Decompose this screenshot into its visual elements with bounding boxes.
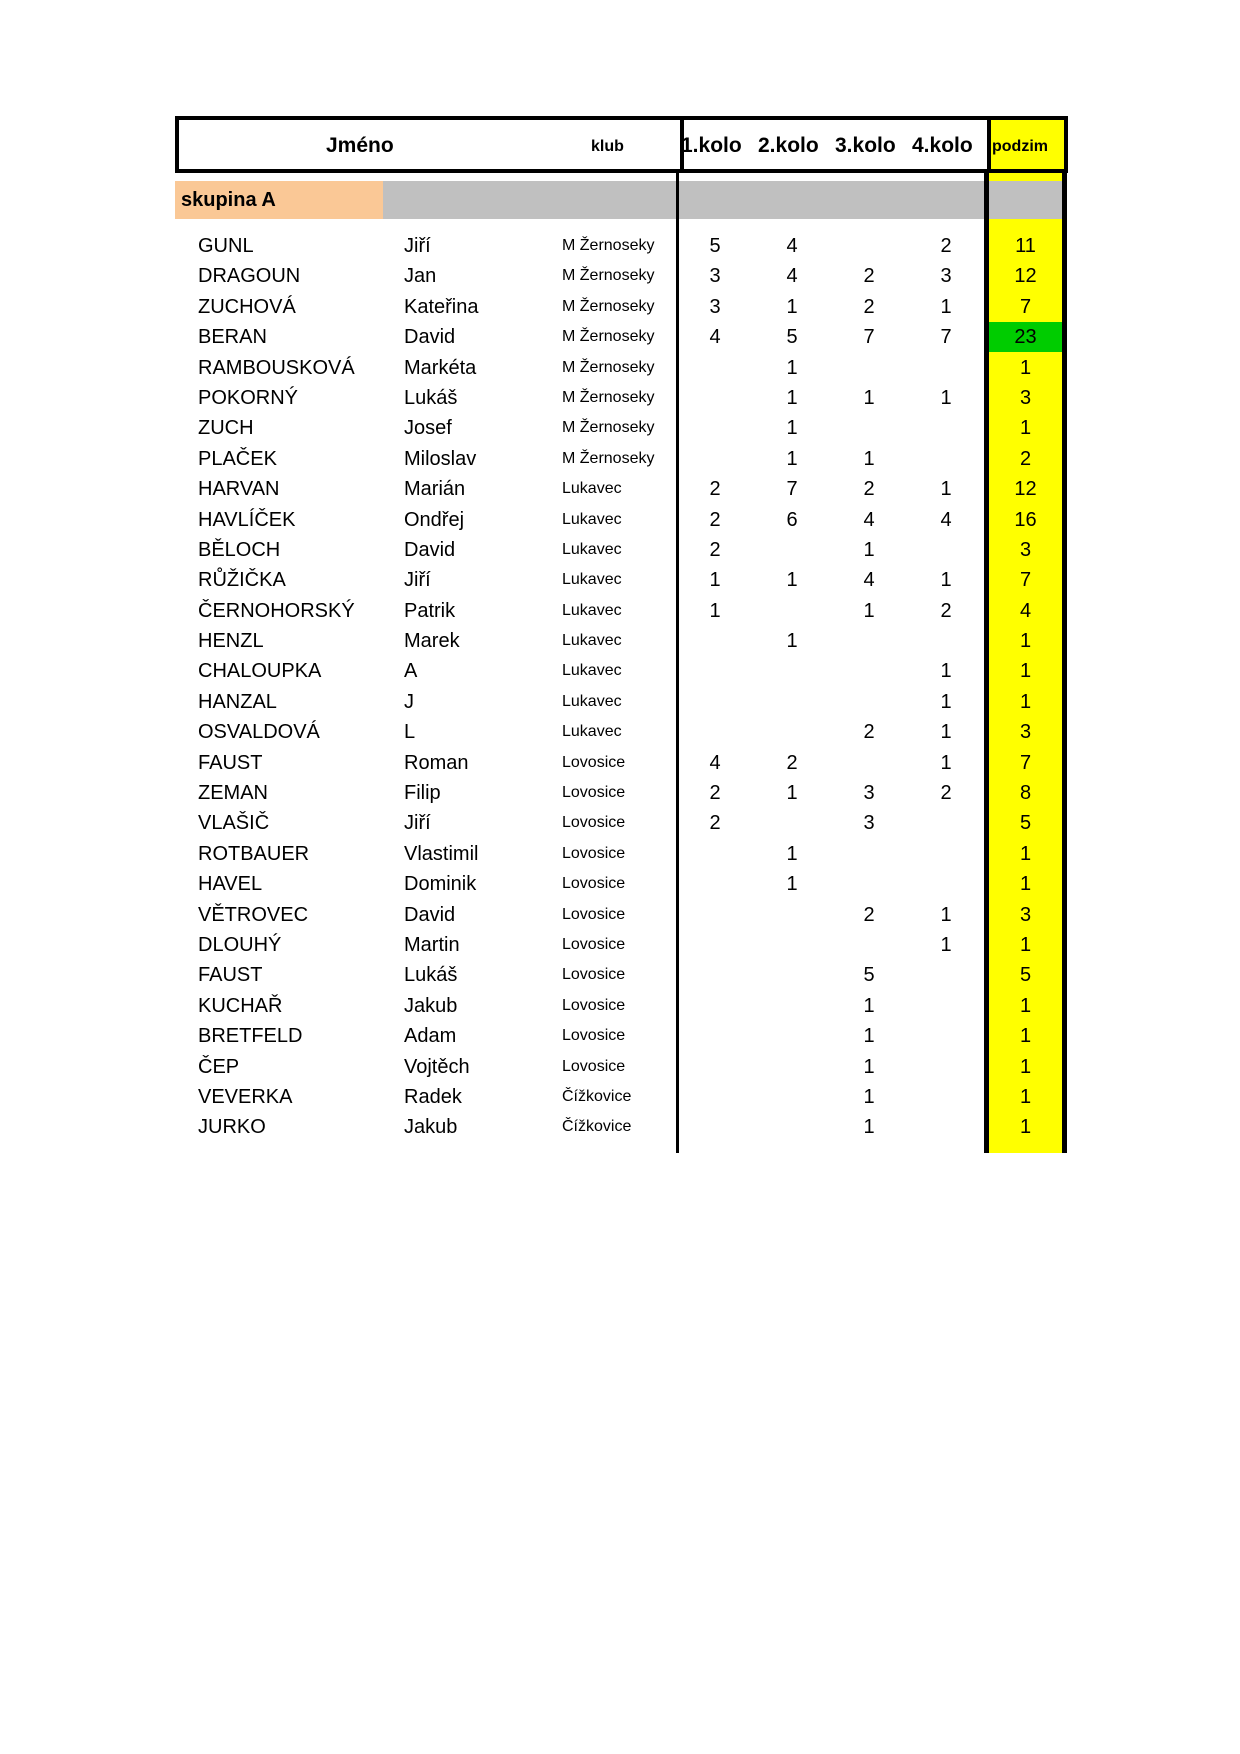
- player-club: Lovosice: [562, 844, 626, 862]
- header-kolo-1: 1.kolo: [681, 134, 742, 157]
- kolo-1-score: 2: [709, 508, 721, 531]
- kolo-3-score: 4: [863, 508, 875, 531]
- player-club: Lukavec: [562, 723, 622, 741]
- table-row: [0, 778, 1240, 808]
- player-surname: FAUST: [198, 964, 263, 987]
- player-surname: JURKO: [198, 1116, 266, 1139]
- player-surname: POKORNÝ: [198, 386, 299, 409]
- kolo-3-score: 3: [863, 812, 875, 835]
- table-row: [0, 717, 1240, 747]
- kolo-2-score: 1: [786, 630, 798, 653]
- header-klub: klub: [591, 138, 624, 155]
- kolo-2-score: 1: [786, 873, 798, 896]
- player-surname: FAUST: [198, 751, 263, 774]
- player-surname: DRAGOUN: [198, 265, 301, 288]
- table-row: [0, 535, 1240, 565]
- player-club: Lovosice: [562, 905, 626, 923]
- header-kolo-4: 4.kolo: [912, 134, 973, 157]
- kolo-3-score: 3: [863, 782, 875, 805]
- table-row: [0, 231, 1240, 261]
- player-name: Jiří: [404, 569, 431, 592]
- kolo-3-score: 1: [863, 447, 875, 470]
- table-row: [0, 596, 1240, 626]
- kolo-3-score: 7: [863, 326, 875, 349]
- table-row: [0, 353, 1240, 383]
- player-club: Lukavec: [562, 632, 622, 650]
- player-club: Lukavec: [562, 692, 622, 710]
- kolo-2-score: 6: [786, 508, 798, 531]
- kolo-4-score: 1: [940, 721, 952, 744]
- kolo-4-score: 1: [940, 569, 952, 592]
- kolo-3-score: 1: [863, 1025, 875, 1048]
- table-row: [0, 839, 1240, 869]
- player-name: Lukáš: [404, 386, 458, 409]
- kolo-1-score: 1: [709, 599, 721, 622]
- podzim-total: 3: [1019, 721, 1032, 744]
- player-club: Lovosice: [562, 1057, 626, 1075]
- player-surname: RŮŽIČKA: [198, 569, 286, 592]
- kolo-3-score: 2: [863, 295, 875, 318]
- player-surname: CHALOUPKA: [198, 660, 322, 683]
- kolo-4-score: 3: [940, 265, 952, 288]
- player-surname: ZEMAN: [198, 782, 268, 805]
- kolo-2-score: 7: [786, 478, 798, 501]
- table-row: [0, 626, 1240, 656]
- player-club: Lovosice: [562, 935, 626, 953]
- player-name: Josef: [404, 417, 452, 440]
- player-name: David: [404, 326, 456, 349]
- podzim-total: 1: [1019, 1116, 1032, 1139]
- header-jmeno: Jméno: [326, 134, 394, 157]
- player-surname: VLAŠIČ: [198, 812, 270, 835]
- table-row: [0, 413, 1240, 443]
- player-name: Jiří: [404, 812, 431, 835]
- table-row: [0, 748, 1240, 778]
- kolo-1-score: 5: [709, 235, 721, 257]
- player-club: M Žernoseky: [562, 449, 655, 467]
- podzim-total: 1: [1019, 873, 1032, 896]
- player-name: Ondřej: [404, 508, 465, 531]
- player-club: M Žernoseky: [562, 358, 655, 376]
- table-row: [0, 292, 1240, 322]
- table-row: [0, 808, 1240, 838]
- player-club: M Žernoseky: [562, 328, 655, 346]
- kolo-4-score: 7: [940, 326, 952, 349]
- kolo-4-score: 1: [940, 386, 952, 409]
- podzim-total: 1: [1019, 994, 1032, 1017]
- kolo-1-score: 3: [709, 295, 721, 318]
- table-row: [0, 1021, 1240, 1051]
- player-surname: VĚTROVEC: [198, 903, 309, 926]
- kolo-1-score: 4: [709, 326, 721, 349]
- player-club: Lovosice: [562, 996, 626, 1014]
- player-surname: KUCHAŘ: [198, 994, 283, 1017]
- player-name: A: [404, 660, 418, 683]
- kolo-4-score: 4: [940, 508, 952, 531]
- podzim-total: 1: [1019, 933, 1032, 956]
- kolo-4-score: 2: [940, 782, 952, 805]
- player-surname: DLOUHÝ: [198, 933, 282, 956]
- table-row: [0, 1052, 1240, 1082]
- kolo-1-score: 2: [709, 812, 721, 835]
- table-row: [0, 656, 1240, 686]
- player-name: Markéta: [404, 356, 477, 379]
- table-row: [0, 930, 1240, 960]
- player-surname: BERAN: [198, 326, 267, 349]
- podzim-total: 3: [1019, 903, 1032, 926]
- player-name: David: [404, 903, 456, 926]
- kolo-2-score: 4: [786, 265, 798, 288]
- group-bar: [679, 181, 984, 219]
- kolo-3-score: 4: [863, 569, 875, 592]
- player-surname: ROTBAUER: [198, 842, 310, 865]
- podzim-total: 1: [1019, 1055, 1032, 1078]
- podzim-total: 1: [1019, 1085, 1032, 1108]
- player-surname: OSVALDOVÁ: [198, 721, 320, 744]
- kolo-1-score: 4: [709, 751, 721, 774]
- player-surname: RAMBOUSKOVÁ: [198, 356, 355, 379]
- group-bar: [989, 181, 1062, 219]
- player-name: J: [404, 690, 414, 713]
- kolo-4-score: 1: [940, 295, 952, 318]
- player-name: Roman: [404, 751, 469, 774]
- podzim-total: 7: [1019, 751, 1032, 774]
- kolo-2-score: 1: [786, 782, 798, 805]
- kolo-1-score: 2: [709, 538, 721, 561]
- table-row: [0, 1082, 1240, 1112]
- kolo-2-score: 1: [786, 417, 798, 440]
- player-name: Marek: [404, 630, 460, 653]
- kolo-1-score: 3: [709, 265, 721, 288]
- kolo-4-score: 1: [940, 478, 952, 501]
- player-club: Lukavec: [562, 571, 622, 589]
- podzim-total: 1: [1019, 417, 1032, 440]
- player-name: Dominik: [404, 873, 477, 896]
- player-club: Lukavec: [562, 540, 622, 558]
- table-row: [0, 444, 1240, 474]
- player-name: Lukáš: [404, 964, 458, 987]
- podzim-total: 3: [1019, 386, 1032, 409]
- player-club: M Žernoseky: [562, 388, 655, 406]
- kolo-2-score: 1: [786, 386, 798, 409]
- table-header: [175, 116, 1068, 173]
- player-name: Filip: [404, 782, 441, 805]
- kolo-4-score: 2: [940, 599, 952, 622]
- player-surname: BRETFELD: [198, 1025, 303, 1048]
- podzim-total: 8: [1019, 782, 1032, 805]
- podzim-total: 5: [1019, 812, 1032, 835]
- player-surname: HANZAL: [198, 690, 277, 713]
- kolo-2-score: 4: [786, 235, 798, 257]
- group-label: skupina A: [175, 181, 383, 219]
- podzim-total: 23: [989, 322, 1062, 352]
- player-surname: VEVERKA: [198, 1085, 293, 1108]
- kolo-2-score: 1: [786, 356, 798, 379]
- player-club: Lukavec: [562, 480, 622, 498]
- player-club: Lukavec: [562, 601, 622, 619]
- player-name: Radek: [404, 1085, 462, 1108]
- header-kolo-3: 3.kolo: [835, 134, 896, 157]
- podzim-total: 11: [1015, 235, 1036, 257]
- podzim-total: 1: [1019, 356, 1032, 379]
- header-podzim: podzim: [992, 138, 1048, 155]
- player-name: Martin: [404, 933, 460, 956]
- kolo-2-score: 5: [786, 326, 798, 349]
- player-club: Lovosice: [562, 966, 626, 984]
- header-kolo-2: 2.kolo: [758, 134, 819, 157]
- player-name: Miloslav: [404, 447, 477, 470]
- player-name: Vojtěch: [404, 1055, 470, 1078]
- table-row: [0, 1112, 1240, 1142]
- podzim-total: 1: [1019, 630, 1032, 653]
- player-club: Lovosice: [562, 1027, 626, 1045]
- table-row: [0, 991, 1240, 1021]
- player-surname: BĚLOCH: [198, 538, 281, 561]
- player-table: [0, 231, 1240, 1143]
- kolo-4-score: 1: [940, 660, 952, 683]
- kolo-4-score: 1: [940, 690, 952, 713]
- player-name: Jakub: [404, 1116, 458, 1139]
- player-club: M Žernoseky: [562, 297, 655, 315]
- player-surname: PLAČEK: [198, 447, 277, 470]
- podzim-total: 12: [1014, 265, 1037, 288]
- table-row: [0, 869, 1240, 899]
- kolo-1-score: 1: [709, 569, 721, 592]
- podzim-total: 7: [1019, 569, 1032, 592]
- table-row: [0, 960, 1240, 990]
- podzim-total: 1: [1019, 660, 1032, 683]
- kolo-3-score: 1: [863, 994, 875, 1017]
- podzim-total: 2: [1019, 447, 1032, 470]
- player-name: Adam: [404, 1025, 457, 1048]
- kolo-1-score: 2: [709, 478, 721, 501]
- header-divider-2: [987, 116, 991, 173]
- player-name: Jakub: [404, 994, 458, 1017]
- player-name: Jiří: [404, 235, 431, 257]
- player-club: Čížkovice: [562, 1118, 632, 1136]
- kolo-3-score: 2: [863, 721, 875, 744]
- player-surname: HENZL: [198, 630, 264, 653]
- player-surname: ČERNOHORSKÝ: [198, 599, 355, 622]
- kolo-3-score: 1: [863, 538, 875, 561]
- group-bar: [383, 181, 676, 219]
- player-club: M Žernoseky: [562, 267, 655, 285]
- kolo-2-score: 1: [786, 842, 798, 865]
- kolo-3-score: 2: [863, 903, 875, 926]
- player-surname: HAVEL: [198, 873, 263, 896]
- podzim-total: 1: [1019, 1025, 1032, 1048]
- kolo-4-score: 1: [940, 903, 952, 926]
- player-surname: ZUCH: [198, 417, 254, 440]
- player-club: Lukavec: [562, 510, 622, 528]
- kolo-2-score: 1: [786, 447, 798, 470]
- player-club: Lovosice: [562, 814, 626, 832]
- table-row: [0, 322, 1240, 352]
- kolo-4-score: 1: [940, 933, 952, 956]
- player-surname: GUNL: [198, 235, 254, 257]
- podzim-total: 4: [1019, 599, 1032, 622]
- player-name: L: [404, 721, 416, 744]
- kolo-1-score: 2: [709, 782, 721, 805]
- table-row: [0, 261, 1240, 291]
- kolo-4-score: 1: [940, 751, 952, 774]
- kolo-3-score: 1: [863, 599, 875, 622]
- podzim-total: 3: [1019, 538, 1032, 561]
- table-row: [0, 383, 1240, 413]
- player-club: Čížkovice: [562, 1087, 632, 1105]
- podzim-total: 1: [1019, 842, 1032, 865]
- podzim-total: 7: [1019, 295, 1032, 318]
- player-name: Patrik: [404, 599, 456, 622]
- player-club: M Žernoseky: [562, 419, 655, 437]
- player-club: Lovosice: [562, 875, 626, 893]
- table-row: [0, 565, 1240, 595]
- kolo-3-score: 1: [863, 1116, 875, 1139]
- podzim-total: 5: [1019, 964, 1032, 987]
- kolo-2-score: 1: [786, 295, 798, 318]
- player-name: Jan: [404, 265, 437, 288]
- player-name: David: [404, 538, 456, 561]
- player-name: Kateřina: [404, 295, 479, 318]
- player-surname: HAVLÍČEK: [198, 508, 296, 531]
- player-club: M Žernoseky: [562, 237, 655, 254]
- kolo-4-score: 2: [940, 235, 952, 257]
- player-name: Vlastimil: [404, 842, 479, 865]
- kolo-3-score: 2: [863, 265, 875, 288]
- kolo-3-score: 2: [863, 478, 875, 501]
- podzim-total: 16: [1014, 508, 1037, 531]
- player-club: Lukavec: [562, 662, 622, 680]
- kolo-3-score: 5: [863, 964, 875, 987]
- kolo-2-score: 1: [786, 569, 798, 592]
- kolo-3-score: 1: [863, 386, 875, 409]
- kolo-3-score: 1: [863, 1055, 875, 1078]
- podzim-total: 1: [1019, 690, 1032, 713]
- player-surname: ZUCHOVÁ: [198, 295, 296, 318]
- table-row: [0, 900, 1240, 930]
- player-surname: ČEP: [198, 1055, 240, 1078]
- player-surname: HARVAN: [198, 478, 280, 501]
- table-row: [0, 505, 1240, 535]
- player-club: Lovosice: [562, 784, 626, 802]
- table-row: [0, 474, 1240, 504]
- player-club: Lovosice: [562, 753, 626, 771]
- podzim-total: 12: [1014, 478, 1037, 501]
- kolo-3-score: 1: [863, 1085, 875, 1108]
- table-row: [0, 687, 1240, 717]
- player-name: Marián: [404, 478, 466, 501]
- kolo-2-score: 2: [786, 751, 798, 774]
